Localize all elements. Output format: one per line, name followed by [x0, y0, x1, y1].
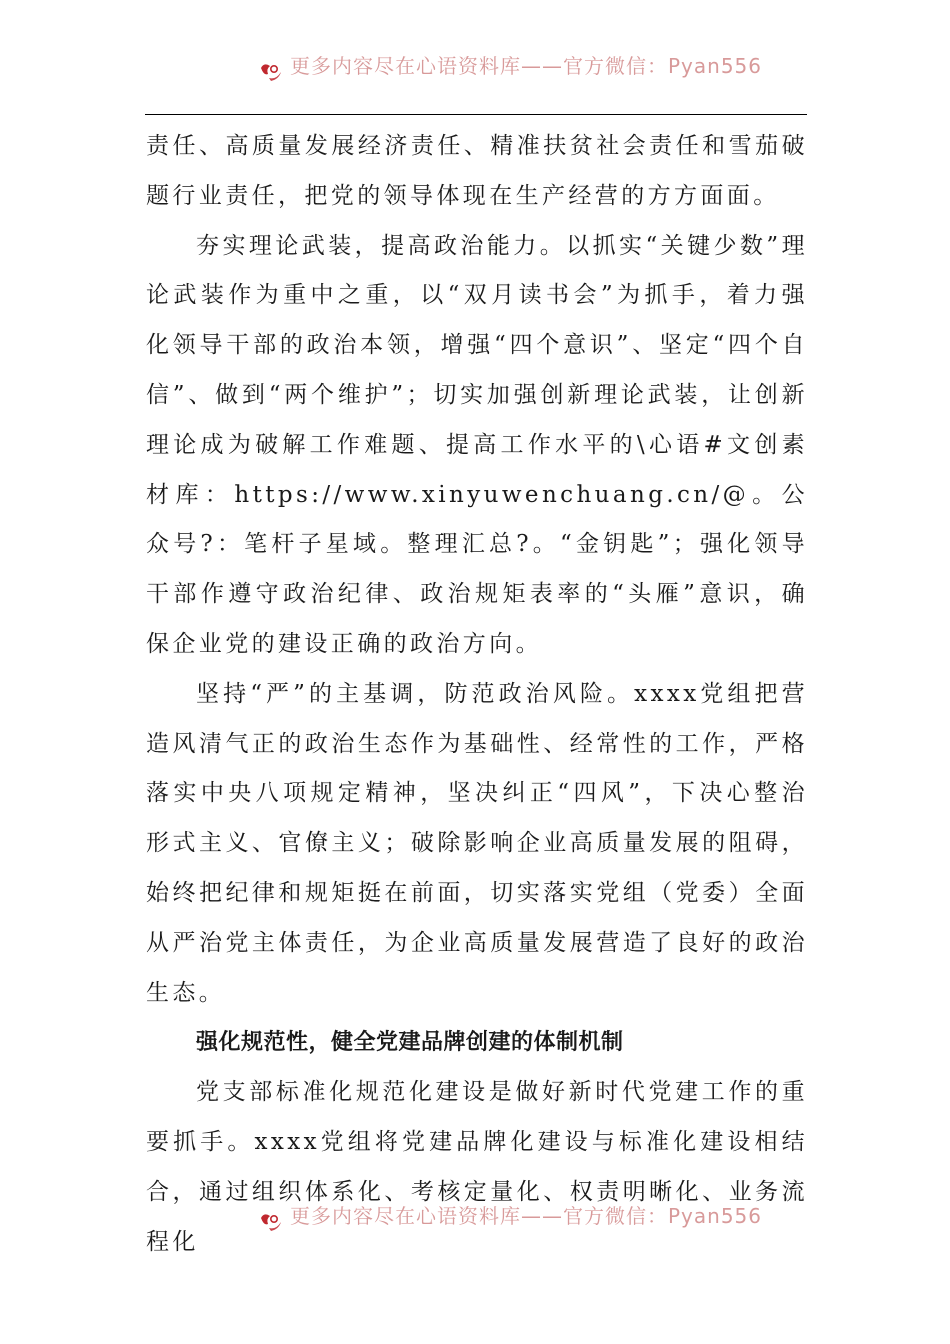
watermark-logo-icon — [258, 1210, 284, 1232]
watermark-header — [0, 50, 950, 90]
paragraph-discipline: 坚持“严”的主基调，防范政治风险。xxxx党组把营造风清气正的政治生态作为基础性、经常性的工作，严格落实中央八项规定精神，坚决纠正“四风”，下决心整治形式主义、官僚主义；破除影响企业高质量发展的阻碍，始终把纪律和规矩挺在前面，切实落实党组（党委）全面从严治党主体责任，为企业高质量发展营造了良好的政治生态。 — [146, 680, 808, 1006]
paragraph-continuation: 责任、高质量发展经济责任、精准扶贫社会责任和雪茄破题行业责任，把党的领导体现在生产经营的方方面面。 — [146, 133, 808, 209]
paragraph-standardization: 党支部标准化规范化建设是做好新时代党建工作的重要抓手。xxxx党组将党建品牌化建设与标准化建设相结合，通过组织体系化、考核定量化、权责明晰化、业务流程化 — [146, 1079, 808, 1255]
watermark-text: 更多内容尽在心语资料库——官方微信：Pyan556 — [290, 54, 763, 78]
section-heading: 强化规范性，健全党建品牌创建的体制机制 — [196, 1030, 624, 1056]
document-body — [146, 122, 808, 1267]
header-rule — [145, 114, 807, 115]
watermark-footer — [0, 1200, 950, 1240]
watermark-logo-icon — [258, 60, 284, 82]
watermark-text: 更多内容尽在心语资料库——官方微信：Pyan556 — [290, 1204, 763, 1228]
paragraph-theory: 夯实理论武装，提高政治能力。以抓实“关键少数”理论武装作为重中之重，以“双月读书会”为抓手，着力强化领导干部的政治本领，增强“四个意识”、坚定“四个自信”、做到“两个维护”；切实加强创新理论武装，让创新理论成为破解工作难题、提高工作水平的\心语#文创素材库：https://www.xinyuwenchuang.cn/@。公众号?：笔杆子星域。整理汇总?。“金钥匙”；强化领导干部作遵守政治纪律、政治规矩表率的“头雁”意识，确保企业党的建设正确的政治方向。 — [146, 232, 808, 657]
